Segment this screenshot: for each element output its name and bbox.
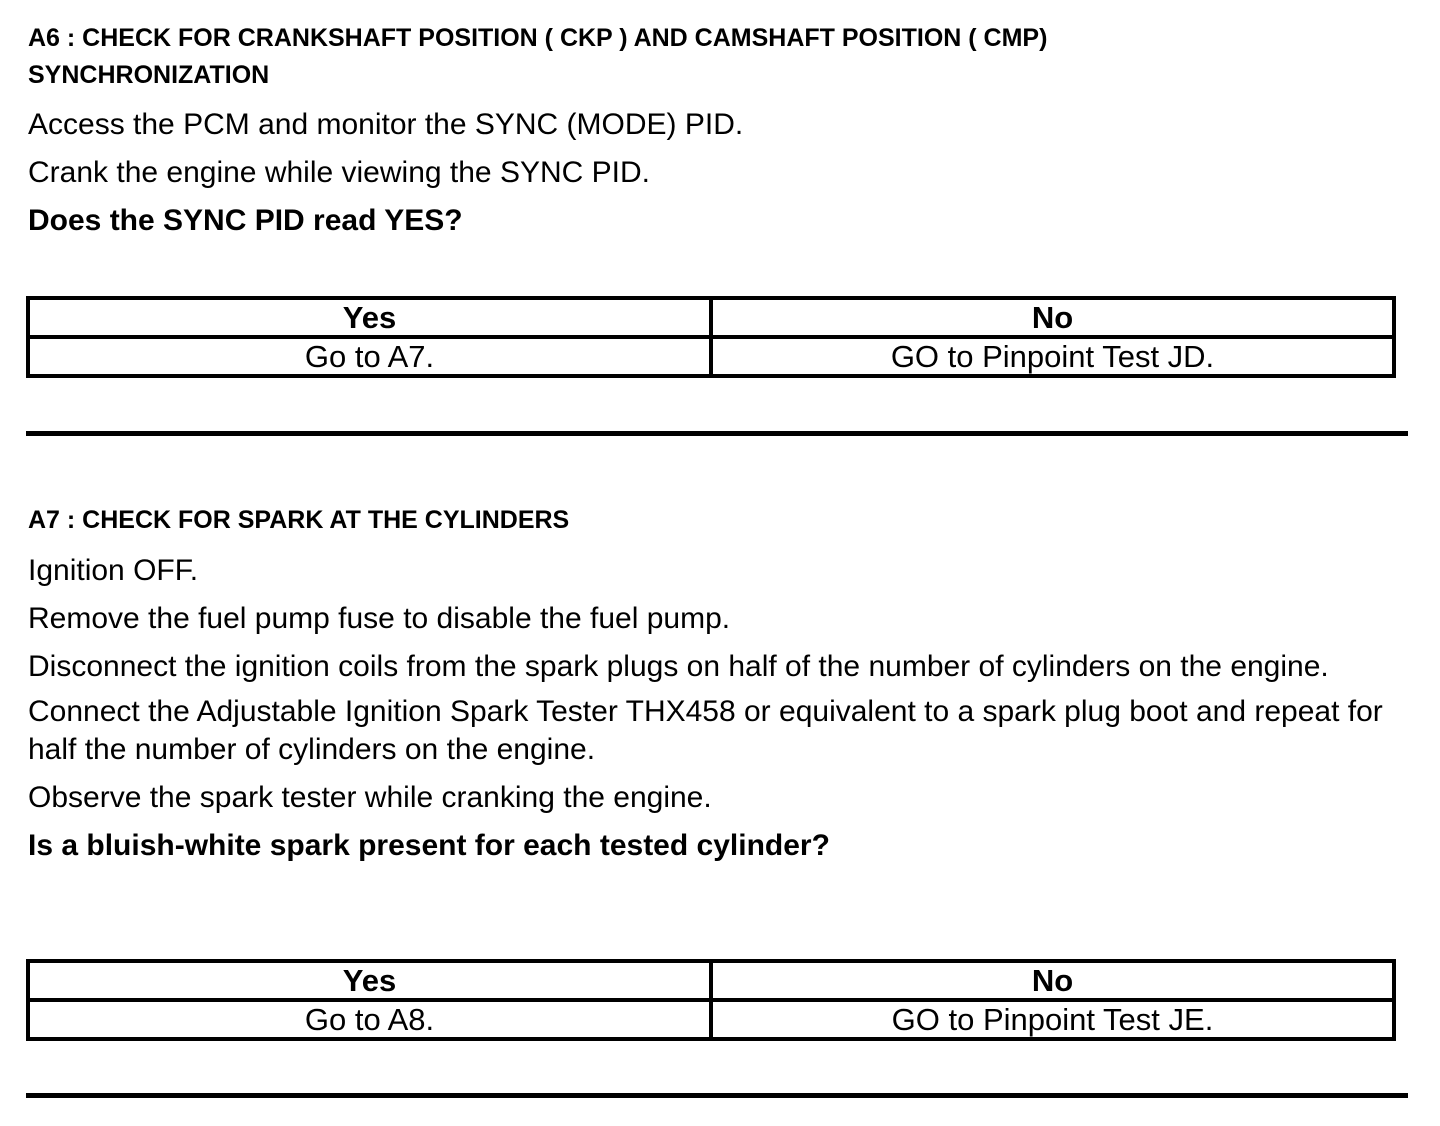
a7-section (28, 502, 1407, 539)
a6-step-1: Access the PCM and monitor the SYNC (MODE) PID. (28, 108, 744, 141)
a6-heading-line1: A6 : CHECK FOR CRANKSHAFT POSITION ( CKP ) AND CAMSHAFT POSITION ( CMP) (28, 24, 1048, 52)
a7-question: Is a bluish-white spark present for each tested cylinder? (28, 829, 830, 862)
yes-header: Yes (28, 298, 711, 337)
a6-section (28, 20, 1407, 94)
a7-step-2: Remove the fuel pump fuse to disable the fuel pump. (28, 602, 731, 635)
a6-step-2: Crank the engine while viewing the SYNC PID. (28, 156, 650, 189)
yes-action: Go to A8. (28, 1000, 711, 1039)
a6-steps (28, 106, 1407, 240)
section-divider (26, 431, 1408, 436)
section-divider (26, 1093, 1408, 1098)
yes-action: Go to A7. (28, 337, 711, 376)
no-header: No (711, 298, 1394, 337)
a7-step-1: Ignition OFF. (28, 554, 199, 587)
table-row (28, 337, 1394, 376)
a6-result-table (26, 296, 1396, 378)
a7-steps (28, 552, 1407, 865)
yes-header: Yes (28, 961, 711, 1000)
no-action: GO to Pinpoint Test JE. (711, 1000, 1394, 1039)
a7-result-table (26, 959, 1396, 1041)
a7-step-5: Observe the spark tester while cranking the engine. (28, 781, 712, 814)
no-header: No (711, 961, 1394, 1000)
a7-step-4: Connect the Adjustable Ignition Spark Tester THX458 or equivalent to a spark plug boot and repeat for half the number of cylinders on the engine. (28, 695, 1383, 766)
table-row (28, 1000, 1394, 1039)
a7-heading: A7 : CHECK FOR SPARK AT THE CYLINDERS (28, 506, 570, 534)
a6-question: Does the SYNC PID read YES? (28, 204, 463, 237)
a7-step-3: Disconnect the ignition coils from the spark plugs on half of the number of cylinders on the engine. (28, 650, 1329, 683)
no-action: GO to Pinpoint Test JD. (711, 337, 1394, 376)
table-header-row (28, 961, 1394, 1000)
table-header-row (28, 298, 1394, 337)
a6-heading-line2: SYNCHRONIZATION (28, 61, 270, 89)
